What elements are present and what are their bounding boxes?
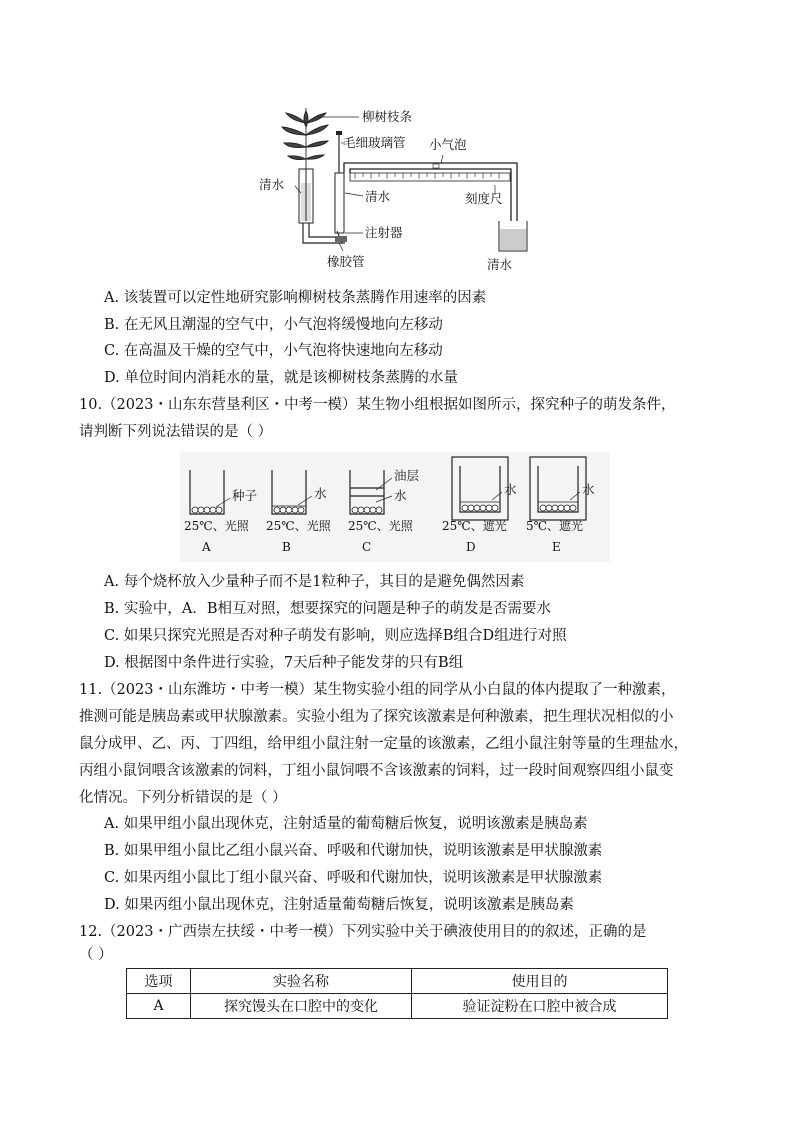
cond-e: 5℃、遮光 <box>526 519 584 533</box>
label-bubble: 小气泡 <box>429 137 467 152</box>
letter-d: D <box>466 540 476 554</box>
q11-stem-line5: 化情况。下列分析错误的是（ ） <box>79 790 287 806</box>
q9-option-b: B. 在无风且潮湿的空气中，小气泡将缓慢地向左移动 <box>104 317 443 333</box>
q10-option-c: C. 如果只探究光照是否对种子萌发有影响，则应选择B组合D组进行对照 <box>104 628 567 644</box>
q12-stem-line2: （ ） <box>79 947 113 963</box>
row-a-purpose: 验证淀粉在口腔中被合成 <box>412 994 668 1019</box>
q11-option-d: D. 如果丙组小鼠出现休克，注射适量葡萄糖后恢复，说明该激素是胰岛素 <box>104 897 574 913</box>
transpiration-apparatus-figure <box>255 103 530 275</box>
q11-stem-line4: 丙组小鼠饲喂含该激素的饲料，丁组小鼠饲喂不含该激素的饲料，过一段时间观察四组小鼠变 <box>79 763 674 779</box>
q12-stem-line1: 12.（2023・广西崇左扶绥・中考一模）下列实验中关于碘液使用目的的叙述，正确的是 <box>79 924 647 940</box>
label-rubber-tube: 橡胶管 <box>327 254 365 269</box>
label-water-beaker: 清水 <box>487 257 513 272</box>
label-seed: 种子 <box>232 488 258 503</box>
letter-e: E <box>552 540 561 554</box>
label-water-left: 清水 <box>259 177 285 192</box>
letter-b: B <box>282 540 291 554</box>
letter-a: A <box>202 540 211 554</box>
seed-germination-figure <box>180 452 610 562</box>
q9-option-a: A. 该装置可以定性地研究影响柳树枝条蒸腾作用速率的因素 <box>104 290 487 306</box>
label-water-b: 水 <box>314 486 327 501</box>
q11-option-c: C. 如果丙组小鼠比丁组小鼠兴奋、呼吸和代谢加快，说明该激素是甲状腺激素 <box>104 870 603 886</box>
q10-stem-line1: 10.（2023・山东东营垦利区・中考一模）某生物小组根据如图所示，探究种子的萌发条件， <box>79 397 676 413</box>
label-capillary: 毛细玻璃管 <box>343 135 406 150</box>
label-water-e: 水 <box>582 482 595 497</box>
q11-option-a: A. 如果甲组小鼠出现休克，注射适量的葡萄糖后恢复，说明该激素是胰岛素 <box>104 816 588 832</box>
label-water-mid: 清水 <box>365 189 391 204</box>
q10-option-b: B. 实验中，A．B相互对照，想要探究的问题是种子的萌发是否需要水 <box>104 601 551 617</box>
label-syringe: 注射器 <box>365 225 403 240</box>
q9-option-c: C. 在高温及干燥的空气中，小气泡将快速地向左移动 <box>104 343 443 359</box>
label-water-d: 水 <box>504 482 517 497</box>
label-scale: 刻度尺 <box>465 191 503 206</box>
cond-d: 25℃、遮光 <box>442 519 507 533</box>
q11-stem-line1: 11.（2023・山东潍坊・中考一模）某生物实验小组的同学从小白鼠的体内提取了一种激素， <box>79 682 676 698</box>
table-row <box>127 994 668 1019</box>
letter-c: C <box>362 540 372 554</box>
q11-stem-line2: 推测可能是胰岛素或甲状腺激素。实验小组为了探究该激素是何种激素，把生理状况相似的小 <box>79 709 674 725</box>
q10-option-a: A. 每个烧杯放入少量种子而不是1粒种子，其目的是避免偶然因素 <box>104 574 525 590</box>
q11-stem-line3: 鼠分成甲、乙、丙、丁四组，给甲组小鼠注射一定量的该激素，乙组小鼠注射等量的生理盐水， <box>79 736 688 752</box>
header-purpose: 使用目的 <box>412 969 668 994</box>
header-experiment: 实验名称 <box>191 969 412 994</box>
label-water-c: 水 <box>394 488 407 503</box>
q10-stem-line2: 请判断下列说法错误的是（ ） <box>79 424 273 440</box>
q10-option-d: D. 根据图中条件进行实验，7天后种子能发芽的只有B组 <box>104 655 464 671</box>
q9-option-d: D. 单位时间内消耗水的量，就是该柳树枝条蒸腾的水量 <box>104 370 458 386</box>
label-oil: 油层 <box>394 468 420 483</box>
cond-c: 25℃、光照 <box>348 519 413 533</box>
row-a-experiment: 探究馒头在口腔中的变化 <box>191 994 412 1019</box>
willow-branch-drawing <box>282 108 328 173</box>
q11-option-b: B. 如果甲组小鼠比乙组小鼠兴奋、呼吸和代谢加快，说明该激素是甲状腺激素 <box>104 843 603 859</box>
label-branch: 柳树枝条 <box>362 109 413 124</box>
q12-table-header <box>127 969 668 994</box>
row-a-option: A <box>127 994 191 1019</box>
header-option: 选项 <box>127 969 191 994</box>
cond-b: 25℃、光照 <box>266 519 331 533</box>
q12-table <box>126 968 668 1019</box>
cond-a: 25℃、光照 <box>184 519 249 533</box>
